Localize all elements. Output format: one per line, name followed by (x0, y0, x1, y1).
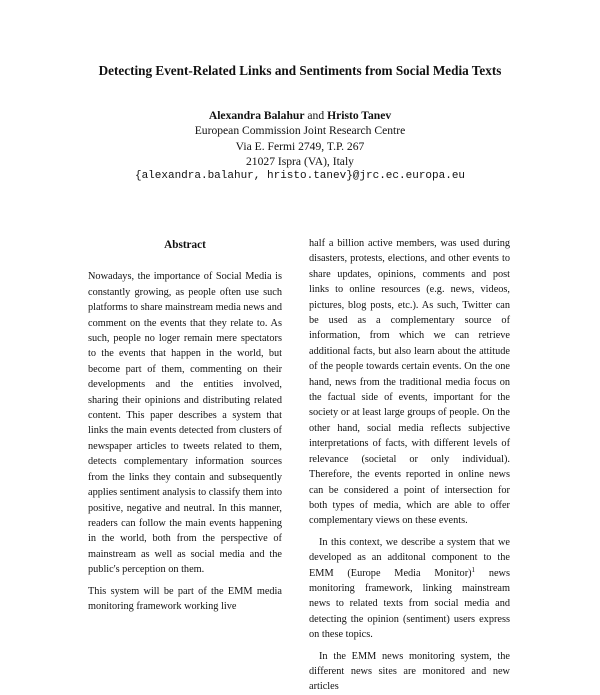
intro-paragraph-2-start: In this context, we describe a system that we developed as an additonal component to the EMM (Europe Media Monitor) (309, 536, 510, 579)
author-block (0, 108, 600, 184)
author-email: {alexandra.balahur, hristo.tanev}@jrc.ec.europa.eu (134, 170, 466, 183)
abstract-heading: Abstract (164, 239, 206, 251)
right-column (309, 236, 510, 695)
intro-paragraph-2-end: news monitoring framework, linking mainstream news to related texts from social media and detecting the opinion (sentiment) users express on these topics. (309, 567, 510, 641)
address: Via E. Fermi 2749, T.P. 267 (235, 139, 365, 153)
abstract-paragraph-2: This system will be part of the EMM media monitoring framework working live (88, 585, 282, 612)
author-names (0, 108, 600, 123)
abstract-paragraph: Nowadays, the importance of Social Media is constantly growing, as people often use such platforms to share mainstream media news and comment on the events that they relate to. As such, people no loger remain mere spectators to the events that happen in the world, but become part of them, commenting on their developments and the entities involved, sharing their opinions and distributing related content. This paper describes a system that links the main events detected from clusters of newspaper articles to tweets related to them, detects complementary information sources from the links they contain and subsequently applies sentiment analysis to classify them into positive, negative and neutral. In this manner, readers can follow the main events happening in the world, both from the perspective of mainstream as well as social media and the public's perception on them. (88, 271, 282, 576)
author-balahur: Alexandra Balahur (208, 109, 305, 122)
paper-title: Detecting Event-Related Links and Sentiments from Social Media Texts (98, 63, 502, 78)
city: 21027 Ispra (VA), Italy (246, 154, 354, 168)
intro-paragraph-2 (309, 535, 510, 643)
author-tanev: Hristo Tanev (327, 109, 392, 122)
left-column (88, 238, 282, 614)
author-conjunction: and (307, 109, 325, 122)
intro-paragraph-1: half a billion active members, was used during disasters, protests, elections, and other events to share updates, opinions, comments and post links to online resources (e.g. news, videos, pictures, blog posts, etc.). As such, Twitter can be used as a complementary source of information, from which we can retrieve additional facts, but also learn about the attitude of the people towards certain events. On the one hand, news from the traditional media focus on the factual side of events, important for the society or at least large groups of people. On the other hand, social media reflects subjective interpretations of facts, with different levels of relevance (societal or only individual). Therefore, the events reported in online news can be considered a point of intersection for both types of media, which are able to offer complementary views on these events. (309, 238, 510, 527)
intro-paragraph-3: In the EMM news monitoring system, the different news sites are monitored and new articles (309, 650, 510, 693)
footnote-marker: 1 (471, 565, 476, 574)
affiliation: European Commission Joint Research Centre (194, 124, 406, 138)
